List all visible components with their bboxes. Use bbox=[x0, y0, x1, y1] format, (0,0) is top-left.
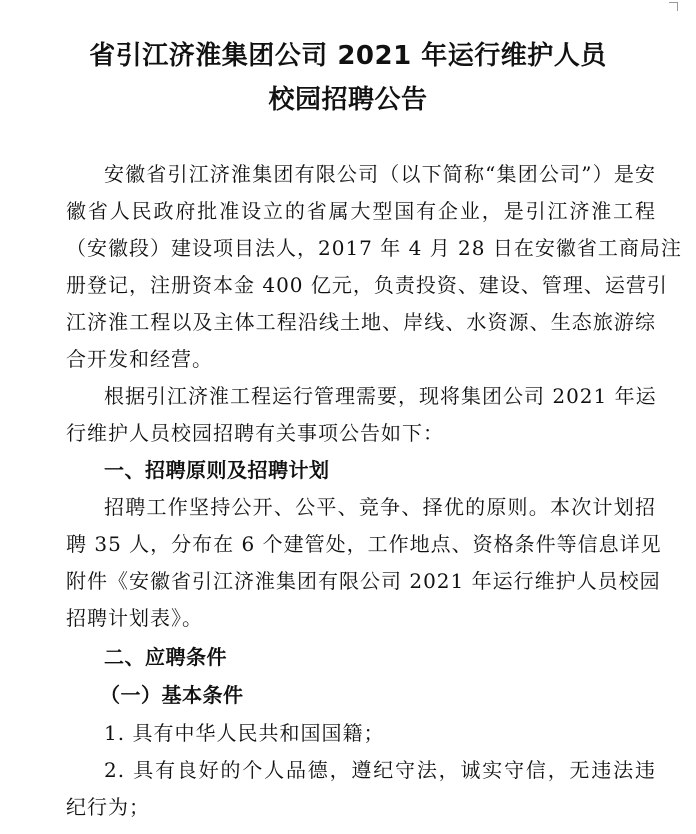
paragraph-3-line-3: 附件《安徽省引江济淮集团有限公司 2021 年运行维护人员校园 bbox=[66, 569, 661, 593]
paragraph-3-line-1: 招聘工作坚持公开、公平、竞争、择优的原则。本次计划招 bbox=[104, 495, 656, 519]
paragraph-1-line-6: 合开发和经营。 bbox=[66, 347, 213, 371]
page-corner-mark bbox=[669, 2, 678, 11]
condition-item-1: 1. 具有中华人民共和国国籍； bbox=[104, 721, 385, 745]
paragraph-1-line-5: 江济淮工程以及主体工程沿线土地、岸线、水资源、生态旅游综 bbox=[66, 310, 656, 334]
section-2-heading: 二、应聘条件 bbox=[104, 645, 227, 669]
document-title-line-1: 省引江济淮集团公司 2021 年运行维护人员 bbox=[89, 41, 607, 71]
condition-item-2-line-1: 2. 具有良好的个人品德，遵纪守法，诚实守信，无违法违 bbox=[104, 758, 656, 782]
condition-item-2-line-2: 纪行为； bbox=[66, 795, 150, 819]
paragraph-3-line-4: 招聘计划表》。 bbox=[66, 606, 203, 630]
subsection-1-heading: （一）基本条件 bbox=[100, 683, 244, 707]
paragraph-3-line-2: 聘 35 人，分布在 6 个建管处，工作地点、资格条件等信息详见 bbox=[66, 532, 662, 556]
document-title-line-2: 校园招聘公告 bbox=[268, 85, 428, 115]
paragraph-1-line-4: 册登记，注册资本金 400 亿元，负责投资、建设、管理、运营引 bbox=[66, 273, 668, 297]
paragraph-2-line-1: 根据引江济淮工程运行管理需要，现将集团公司 2021 年运 bbox=[104, 384, 657, 408]
paragraph-2-line-2: 行维护人员校园招聘有关事项公告如下： bbox=[66, 421, 444, 445]
paragraph-1-line-1: 安徽省引江济淮集团有限公司（以下简称“集团公司”）是安 bbox=[104, 162, 656, 186]
section-1-heading: 一、招聘原则及招聘计划 bbox=[104, 458, 330, 482]
paragraph-1-line-2: 徽省人民政府批准设立的省属大型国有企业，是引江济淮工程 bbox=[66, 199, 656, 223]
paragraph-1-line-3: （安徽段）建设项目法人，2017 年 4 月 28 日在安徽省工商局注 bbox=[66, 236, 682, 260]
